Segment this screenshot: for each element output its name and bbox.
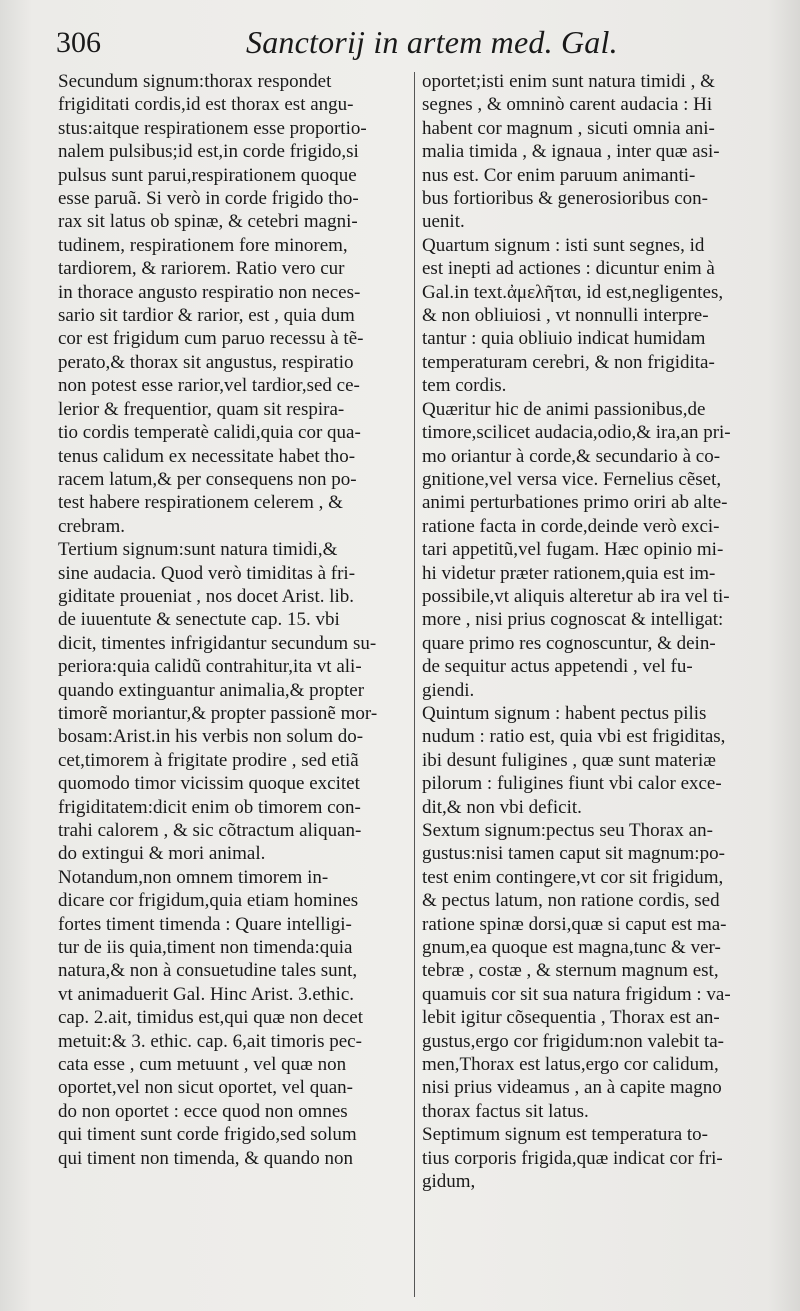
text-line: Quartum signum : isti sunt segnes, id — [422, 234, 705, 256]
text-line: nudum : ratio est, quia vbi est frigiditas, — [422, 726, 726, 748]
text-line: Secundum signum:thorax respondet — [58, 71, 332, 92]
text-line: dit,& non vbi deficit. — [422, 796, 582, 818]
text-line: timorẽ moriantur,& propter passionẽ mor- — [58, 702, 378, 724]
text-line: tardiorem, & rariorem. Ratio vero cur — [58, 258, 345, 280]
text-line: tius corporis frigida,quæ indicat cor fri- — [422, 1147, 723, 1169]
text-line: dicare cor frigidum,quia etiam homines — [58, 890, 359, 912]
left-column — [58, 70, 410, 1306]
text-line: Quintum signum : habent pectus pilis — [422, 702, 707, 724]
text-line: ratione spinæ dorsi,quæ si caput est ma- — [422, 913, 727, 935]
text-line: timore,scilicet audacia,odio,& ira,an pri- — [422, 422, 731, 444]
text-line: giendi. — [422, 679, 475, 701]
text-line: gidum, — [422, 1171, 476, 1193]
text-line: dicit, timentes infrigidantur secundum su- — [58, 632, 377, 654]
text-line: test habere respirationem celerem , & — [58, 492, 343, 514]
running-head: Sanctorij in artem med. Gal. — [246, 24, 618, 60]
text-line: stus:aitque respirationem esse proportio- — [58, 117, 367, 139]
text-line: nalem pulsibus;id est,in corde frigido,si — [58, 141, 359, 163]
text-line: tari appetitũ,vel fugam. Hæc opinio mi- — [422, 539, 724, 561]
text-line: cet,timorem à frigitate prodire , sed etiã — [58, 749, 359, 771]
text-line: lebit igitur cõsequentia , Thorax est an- — [422, 1007, 720, 1029]
text-line: tudinem, respirationem fore minorem, — [58, 234, 348, 256]
text-line: cap. 2.ait, timidus est,qui quæ non decet — [58, 1007, 364, 1029]
text-line: nisi prius videamus , an à capite magno — [422, 1077, 722, 1099]
text-line: nus est. Cor enim paruum animanti- — [422, 164, 696, 186]
text-line: do non oportet : ecce quod non omnes — [58, 1100, 348, 1122]
text-line: mo oriantur à corde,& secundario à co- — [422, 445, 721, 467]
text-line: perato,& thorax sit angustus, respiratio — [58, 351, 354, 373]
text-line: & non obliuiosi , vt nonnulli interpre- — [422, 305, 709, 327]
text-line: fortes timent timenda : Quare intelligi- — [58, 913, 352, 935]
text-line: cata esse , cum metuunt , vel quæ non — [58, 1054, 347, 1076]
text-line: pilorum : fuligines fiunt vbi calor exce- — [422, 773, 722, 795]
text-line: qui timent sunt corde frigido,sed solum — [58, 1124, 357, 1146]
text-line: hi videtur præter rationem,quia est im- — [422, 562, 716, 584]
text-line: racem latum,& per consequens non po- — [58, 468, 357, 490]
text-line: giditate proueniat , nos docet Arist. lib. — [58, 585, 355, 607]
text-line: men,Thorax est latus,ergo cor calidum, — [422, 1054, 719, 1076]
text-line: trahi calorem , & sic cõtractum aliquan- — [58, 820, 362, 841]
right-column — [422, 70, 794, 1306]
text-line: gnitione,vel versa vice. Fernelius cẽset, — [422, 468, 722, 490]
text-line: crebram. — [58, 515, 125, 537]
text-line: frigiditati cordis,id est thorax est angu- — [58, 94, 354, 116]
text-line: oportet;isti enim sunt natura timidi , & — [422, 71, 715, 92]
text-line: temperaturam cerebri, & non frigidita- — [422, 351, 715, 373]
text-line: Quæritur hic de animi passionibus,de — [422, 398, 706, 420]
text-line: gustus,ergo cor frigidum:non valebit ta- — [422, 1030, 725, 1052]
text-line: qui timent non timenda, & quando non — [58, 1147, 353, 1169]
text-line: quamuis cor sit sua natura frigidum : va- — [422, 983, 731, 1005]
text-line: Tertium signum:sunt natura timidi,& — [58, 539, 338, 561]
text-line: Sextum signum:pectus seu Thorax an- — [422, 820, 713, 841]
text-line: uenit. — [422, 211, 465, 233]
text-line: animi perturbationes primo oriri ab alte- — [422, 492, 728, 514]
text-line: ratione facta in corde,deinde verò exci- — [422, 515, 720, 537]
text-line: bus fortioribus & generosioribus con- — [422, 188, 709, 210]
text-line: habent cor magnum , sicuti omnia ani- — [422, 117, 715, 139]
left-column-text — [58, 70, 410, 1170]
text-line: pulsus sunt parui,respirationem quoque — [58, 164, 357, 186]
text-line: Notandum,non omnem timorem in- — [58, 866, 329, 888]
text-line: & pectus latum, non ratione cordis, sed — [422, 890, 720, 912]
text-line: thorax factus sit latus. — [422, 1100, 589, 1122]
page-header — [56, 18, 776, 68]
text-line: tebræ , costæ , & sternum magnum est, — [422, 960, 719, 982]
text-line: esse paruã. Si verò in corde frigido tho- — [58, 188, 359, 210]
text-line: metuit:& 3. ethic. cap. 6,ait timoris pec- — [58, 1030, 362, 1052]
text-line: sine audacia. Quod verò timiditas à fri- — [58, 562, 356, 584]
text-line: oportet,vel non sicut oportet, vel quan- — [58, 1077, 353, 1099]
text-line: de iuuentute & senectute cap. 15. vbi — [58, 609, 340, 631]
text-line: bosam:Arist.in his verbis non solum do- — [58, 726, 364, 748]
text-line: test enim contingere,vt cor sit frigidum, — [422, 866, 724, 888]
text-line: tenus calidum ex necessitate habet tho- — [58, 445, 356, 467]
text-line: quare primo res cognoscuntur, & dein- — [422, 632, 716, 654]
text-line: do extingui & mori animal. — [58, 843, 266, 865]
text-line: tem cordis. — [422, 375, 507, 397]
text-line: de sequitur actus appetendi , vel fu- — [422, 656, 693, 678]
text-line: in thorace angusto respiratio non neces- — [58, 281, 361, 303]
text-line: tur de iis quia,timent non timenda:quia — [58, 937, 353, 959]
text-line: more , nisi prius cognoscat & intelligat: — [422, 609, 724, 631]
text-line: quomodo timor vicissim quoque excitet — [58, 773, 360, 795]
text-line: Gal.in text.ἀμελῆται, id est,negligentes, — [422, 281, 724, 303]
text-line: periora:quia calidũ contrahitur,ita vt ali- — [58, 656, 362, 678]
text-line: segnes , & omninò carent audacia : Hi — [422, 94, 713, 116]
text-line: rax sit latus ob spinæ, & cetebri magni- — [58, 211, 358, 233]
text-line: tantur : quia obliuio indicat humidam — [422, 328, 706, 350]
right-column-text — [422, 70, 794, 1194]
text-line: quando extinguantur animalia,& propter — [58, 679, 365, 701]
column-divider — [414, 72, 415, 1297]
text-line: natura,& non à consuetudine tales sunt, — [58, 960, 358, 982]
text-line: Septimum signum est temperatura to- — [422, 1124, 709, 1146]
text-line: gnum,ea quoque est magna,tunc & ver- — [422, 937, 721, 959]
text-line: sario sit tardior & rarior, est , quia dum — [58, 305, 355, 327]
text-line: gustus:nisi tamen caput sit magnum:po- — [422, 843, 725, 865]
text-line: vt animaduerit Gal. Hinc Arist. 3.ethic. — [58, 983, 355, 1005]
text-line: possibile,vt aliquis alteretur ab ira vel ti- — [422, 585, 730, 607]
text-line: est inepti ad actiones : dicuntur enim à — [422, 258, 715, 280]
text-line: cor est frigidum cum paruo recessu à tẽ- — [58, 328, 364, 350]
page-number: 306 — [56, 26, 101, 59]
text-line: ibi desunt fuligines , quæ sunt materiæ — [422, 749, 716, 771]
text-line: frigiditatem:dicit enim ob timorem con- — [58, 796, 361, 818]
text-line: tio cordis temperatè calidi,quia cor qua- — [58, 422, 361, 444]
text-line: non potest esse rarior,vel tardior,sed ce- — [58, 375, 360, 397]
text-line: lerior & frequentior, quam sit respira- — [58, 398, 345, 420]
text-line: malia timida , & ignaua , inter quæ asi- — [422, 141, 720, 163]
